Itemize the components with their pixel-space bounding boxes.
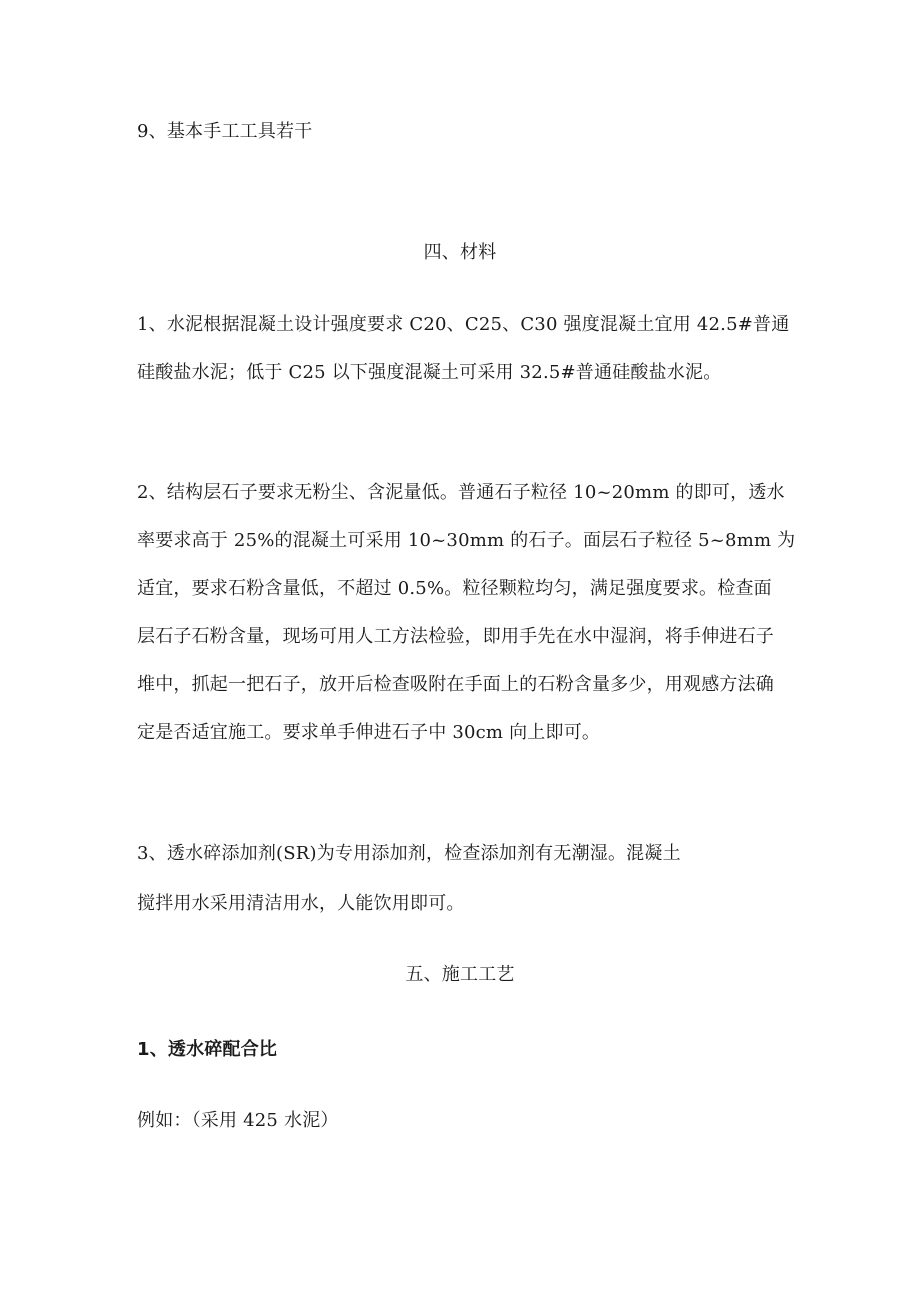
- paragraph-line: 搅拌用水采用清洁用水，人能饮用即可。: [137, 893, 465, 914]
- paragraph-line: 硅酸盐水泥；低于 C25 以下强度混凝土可采用 32.5#普通硅酸盐水泥。: [137, 362, 722, 383]
- paragraph-line: 3、透水碎添加剂(SR)为专用添加剂，检查添加剂有无潮湿。混凝土: [137, 843, 681, 864]
- example-line: 例如：（采用 425 水泥）: [137, 1110, 339, 1131]
- paragraph-line: 1、水泥根据混凝土设计强度要求 C20、C25、C30 强度混凝土宜用 42.5#普通: [137, 314, 790, 335]
- paragraph-line: 层石子石粉含量，现场可用人工方法检验，即用手先在水中湿润，将手伸进石子: [137, 626, 774, 647]
- paragraph-line: 适宜，要求石粉含量低，不超过 0.5%。粒径颗粒均匀，满足强度要求。检查面: [137, 578, 772, 599]
- paragraph-line: 定是否适宜施工。要求单手伸进石子中 30cm 向上即可。: [137, 722, 601, 743]
- section-heading-materials: 四、材料: [423, 242, 497, 263]
- subsection-heading-mix-ratio: 1、透水碎配合比: [137, 1039, 278, 1060]
- list-item-9: 9、基本手工工具若干: [137, 121, 313, 142]
- paragraph-line: 2、结构层石子要求无粉尘、含泥量低。普通石子粒径 10~20mm 的即可，透水: [137, 482, 785, 503]
- paragraph-line: 堆中，抓起一把石子，放开后检查吸附在手面上的石粉含量多少，用观感方法确: [137, 674, 774, 695]
- section-heading-construction-process: 五、施工工艺: [405, 964, 515, 985]
- paragraph-line: 率要求高于 25%的混凝土可采用 10~30mm 的石子。面层石子粒径 5~8mm 为: [137, 530, 796, 551]
